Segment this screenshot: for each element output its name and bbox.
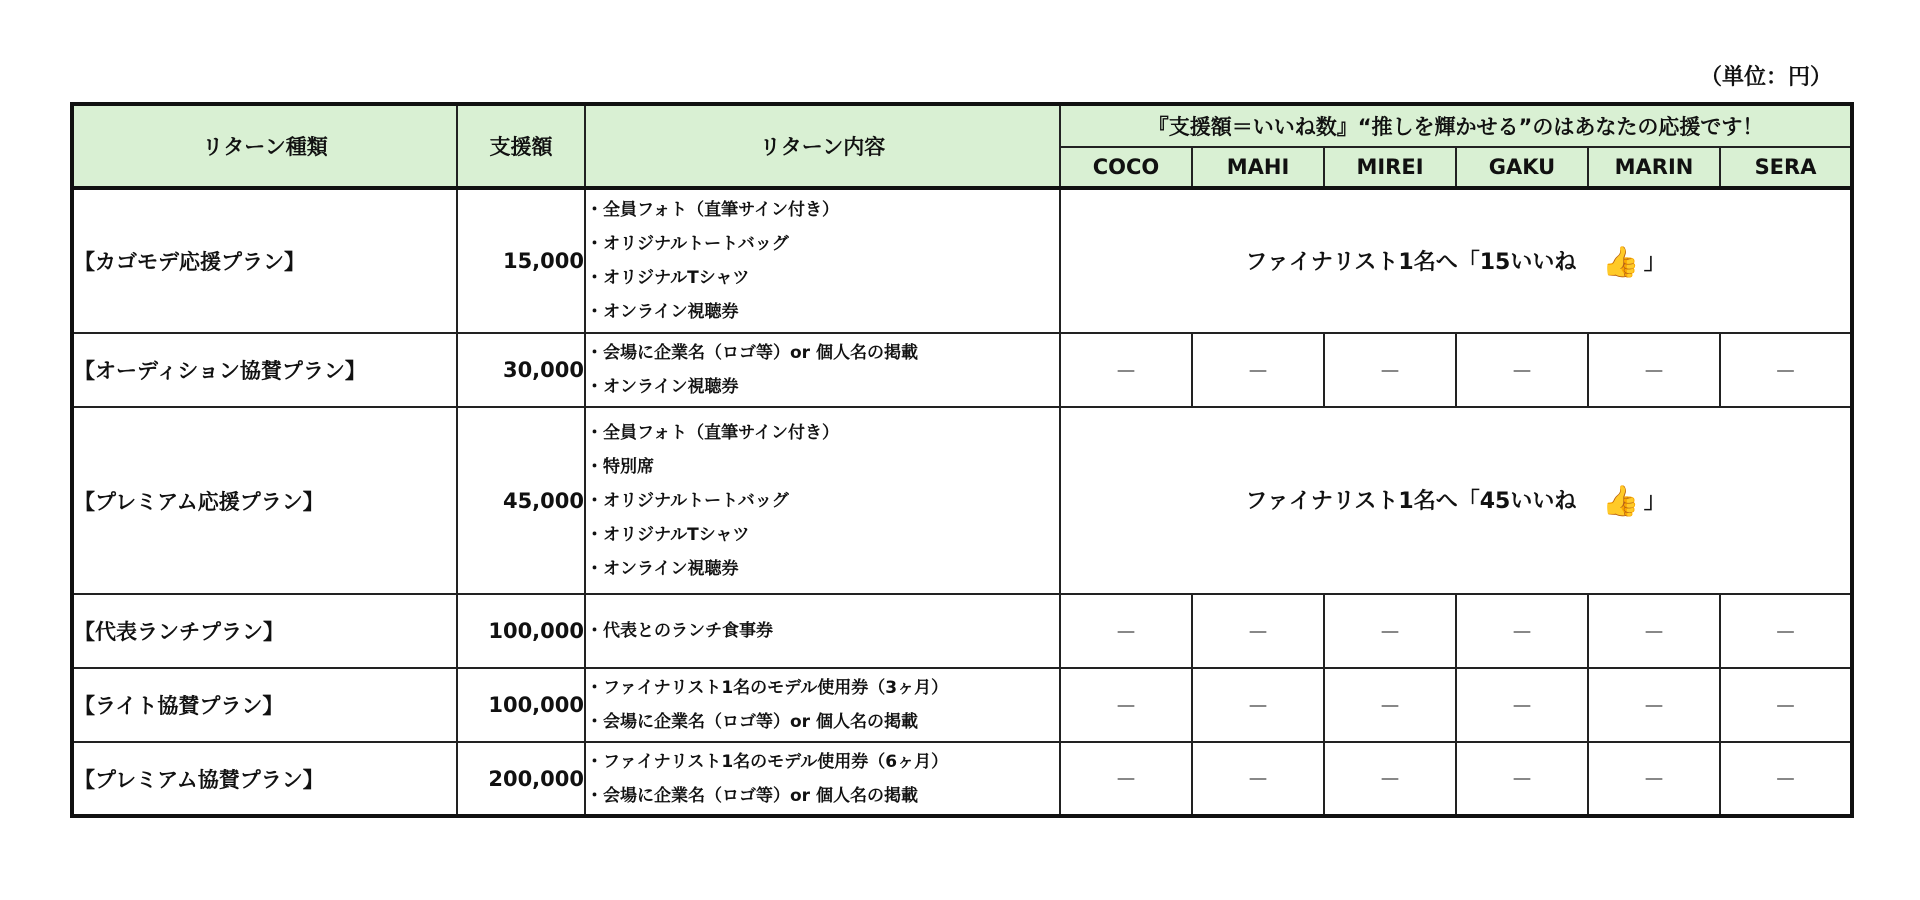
table-row	[72, 668, 1852, 742]
plan-type: 【カゴモデ応援プラン】	[72, 188, 457, 333]
table-header	[72, 104, 1852, 188]
finalist-header: GAKU	[1456, 147, 1588, 188]
finalist-cell: －	[1060, 594, 1192, 668]
header-tagline: 『支援額＝いいね数』“推しを輝かせる”のはあなたの応援です！	[1060, 104, 1852, 147]
plan-type: 【プレミアム協賛プラン】	[72, 742, 457, 816]
finalist-cell: －	[1060, 668, 1192, 742]
table-row	[72, 742, 1852, 816]
plan-content	[585, 407, 1060, 594]
content-item: ・ ファイナリスト1名のモデル使用券（6ヶ月）	[586, 745, 1059, 779]
header-return-type: リターン種類	[72, 104, 457, 188]
likes-text-close: 」	[1643, 489, 1666, 514]
plan-amount: 100,000	[457, 594, 585, 668]
content-item: ・ 全員フォト（直筆サイン付き）	[586, 416, 1059, 450]
table-row	[72, 594, 1852, 668]
plan-content	[585, 668, 1060, 742]
finalist-cell: －	[1324, 742, 1456, 816]
finalist-cell: －	[1588, 668, 1720, 742]
plan-content	[585, 742, 1060, 816]
table-row	[72, 407, 1852, 594]
finalist-cell: －	[1060, 742, 1192, 816]
content-item: ・ オンライン視聴券	[586, 295, 1059, 329]
content-item: ・ オリジナルTシャツ	[586, 261, 1059, 295]
plan-amount: 45,000	[457, 407, 585, 594]
content-item: ・ ファイナリスト1名のモデル使用券（3ヶ月）	[586, 671, 1059, 705]
finalist-cell: －	[1060, 333, 1192, 407]
finalist-cell: －	[1588, 742, 1720, 816]
unit-note: （単位：円）	[1699, 65, 1832, 90]
content-item: ・ オンライン視聴券	[586, 552, 1059, 586]
finalist-header: MAHI	[1192, 147, 1324, 188]
finalist-cell: －	[1324, 668, 1456, 742]
finalist-cell: －	[1456, 742, 1588, 816]
plan-content	[585, 594, 1060, 668]
finalist-cell: －	[1588, 333, 1720, 407]
thumbs-up-icon: 👍	[1602, 244, 1640, 280]
plan-amount: 15,000	[457, 188, 585, 333]
finalist-cell: －	[1192, 333, 1324, 407]
finalist-cell: －	[1456, 594, 1588, 668]
finalist-cell: －	[1192, 594, 1324, 668]
finalist-header: SERA	[1720, 147, 1852, 188]
content-item: ・ 特別席	[586, 450, 1059, 484]
likes-reward	[1060, 188, 1852, 333]
plan-amount: 30,000	[457, 333, 585, 407]
plan-type: 【ライト協賛プラン】	[72, 668, 457, 742]
plan-content	[585, 188, 1060, 333]
content-item: ・ オリジナルトートバッグ	[586, 484, 1059, 518]
finalist-header: MARIN	[1588, 147, 1720, 188]
content-item: ・ 全員フォト（直筆サイン付き）	[586, 193, 1059, 227]
finalist-cell: －	[1456, 668, 1588, 742]
content-item: ・ オリジナルトートバッグ	[586, 227, 1059, 261]
table-body	[72, 188, 1852, 816]
finalist-cell: －	[1720, 594, 1852, 668]
header-amount: 支援額	[457, 104, 585, 188]
plan-type: 【プレミアム応援プラン】	[72, 407, 457, 594]
content-item: ・ 会場に企業名（ロゴ等）or 個人名の掲載	[586, 779, 1059, 813]
plan-amount: 200,000	[457, 742, 585, 816]
finalist-cell: －	[1720, 333, 1852, 407]
table-row	[72, 333, 1852, 407]
finalist-cell: －	[1324, 333, 1456, 407]
finalist-cell: －	[1192, 742, 1324, 816]
likes-text-close: 」	[1643, 249, 1666, 275]
likes-text: ファイナリスト1名へ「45いいね	[1245, 489, 1577, 514]
content-item: ・ オンライン視聴券	[586, 370, 1059, 404]
finalist-cell: －	[1720, 668, 1852, 742]
thumbs-up-icon: 👍	[1602, 484, 1640, 519]
finalist-header: MIREI	[1324, 147, 1456, 188]
content-item: ・ 会場に企業名（ロゴ等）or 個人名の掲載	[586, 336, 1059, 370]
plan-content	[585, 333, 1060, 407]
plan-type: 【代表ランチプラン】	[72, 594, 457, 668]
plan-amount: 100,000	[457, 668, 585, 742]
finalist-cell: －	[1192, 668, 1324, 742]
header-return-content: リターン内容	[585, 104, 1060, 188]
finalist-cell: －	[1720, 742, 1852, 816]
likes-text: ファイナリスト1名へ「15いいね	[1245, 249, 1577, 275]
finalist-cell: －	[1588, 594, 1720, 668]
table-row	[72, 188, 1852, 333]
finalist-cell: －	[1324, 594, 1456, 668]
finalist-cell: －	[1456, 333, 1588, 407]
content-item: ・ 代表とのランチ食事券	[586, 614, 1059, 648]
likes-reward	[1060, 407, 1852, 594]
finalist-header: COCO	[1060, 147, 1192, 188]
plan-type: 【オーディション協賛プラン】	[72, 333, 457, 407]
return-plan-table	[70, 102, 1854, 818]
content-item: ・ オリジナルTシャツ	[586, 518, 1059, 552]
content-item: ・ 会場に企業名（ロゴ等）or 個人名の掲載	[586, 705, 1059, 739]
